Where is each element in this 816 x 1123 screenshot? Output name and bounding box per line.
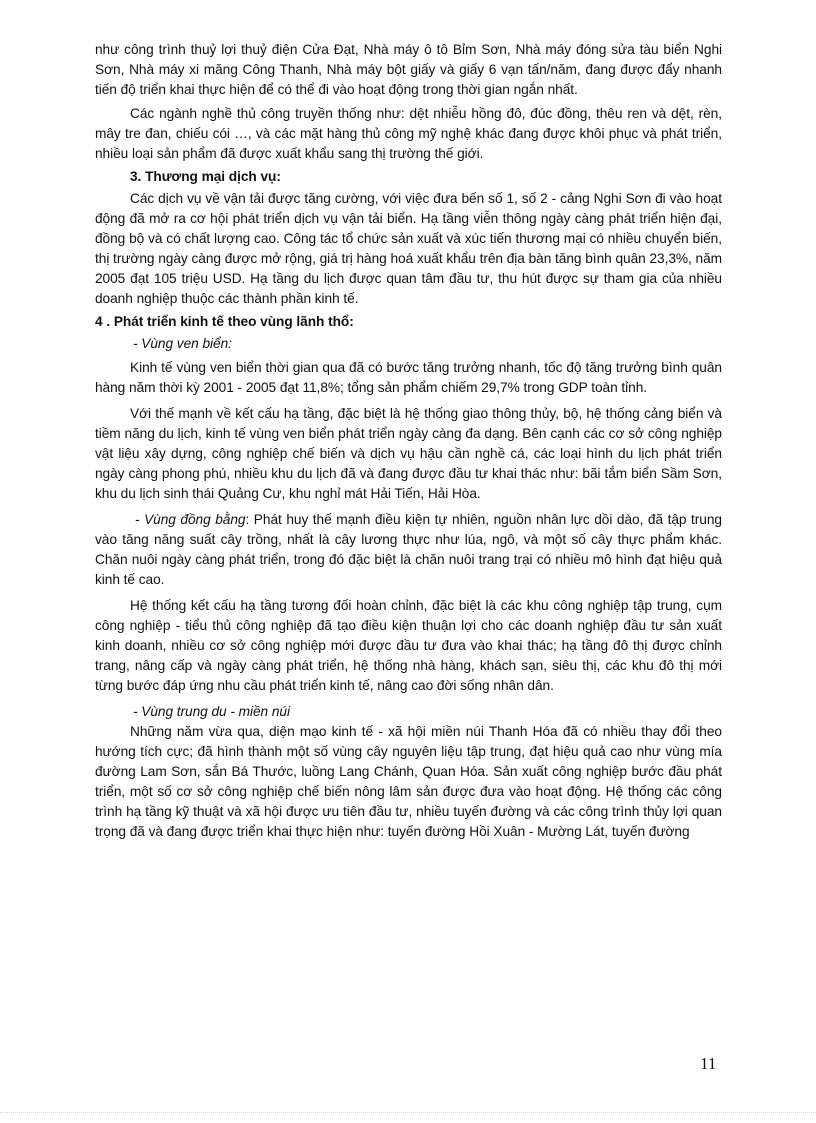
paragraph-delta-infrastructure: Hệ thống kết cấu hạ tầng tương đối hoàn chỉnh, đặc biệt là các khu công nghiệp tập trung, cụm công nghiệp - tiểu thủ công nghiệp đã tạo điều kiện thuận lợi cho các doanh nghiệp đầu tư sản xuất kinh doanh, nhiều cơ sở công nghiệp mới được đầu tư đưa vào khai thác; hạ tầng đô thị được chỉnh trang, nâng cấp và ngày càng phát triển, hệ thống nhà hàng, khách sạn, siêu thị, các khu đô thị mới từng bước đáp ứng nhu cầu phát triển kinh tế, nâng cao đời sống nhân dân. [95, 598, 722, 693]
paragraph-trade-services: Các dịch vụ về vận tải được tăng cường, với việc đưa bến số 1, số 2 - cảng Nghi Sơn đi vào hoạt động đã mở ra cơ hội phát triển dịch vụ vận tải biển. Hạ tầng viễn thông ngày càng phát triển hiện đại, đồng bộ và có chất lượng cao. Công tác tổ chức sản xuất và xúc tiến thương mại có nhiều chuyển biến, thị trường ngày càng được mở rộng, giá trị hàng hoá xuất khẩu trên địa bàn tăng bình quân 23,3%, năm 2005 đạt 105 triệu USD. Hạ tầng du lịch được quan tâm đầu tư, thu hút được sự tham gia của nhiều doanh nghiệp thuộc các thành phần kinh tế. [95, 191, 722, 306]
paragraph-continuation: như công trình thuỷ lợi thuỷ điện Cửa Đạt, Nhà máy ô tô Bỉm Sơn, Nhà máy đóng sửa tàu biển Nghi Sơn, Nhà máy xi măng Công Thanh, Nhà máy bột giấy và giấy 6 vạn tấn/năm, đang được đẩy nhanh tiến độ triển khai thực hiện để có thể đi vào hoạt động trong thời gian ngắn nhất. [95, 42, 722, 97]
subheading-delta-label: - Vùng đồng bằng [135, 512, 246, 527]
paragraph-handicrafts: Các ngành nghề thủ công truyền thống như: dệt nhiễu hồng đô, đúc đồng, thêu ren và dệt, rèn, mây tre đan, chiếu cói …, và các mặt hàng thủ công mỹ nghệ khác đang được khôi phục và phát triển, nhiều loại sản phẩm đã được xuất khẩu sang thị trường thế giới. [95, 106, 722, 161]
bottom-divider [0, 1112, 816, 1113]
section-heading-trade-services: 3. Thương mại dịch vụ: [130, 169, 281, 184]
paragraph-coastal-infrastructure: Với thế mạnh về kết cấu hạ tầng, đặc biệt là hệ thống giao thông thủy, bộ, hệ thống cảng biển và tiềm năng du lịch, kinh tế vùng ven biển phát triển ngày càng đa dạng. Bên cạnh các cơ sở công nghiệp vật liệu xây dựng, công nghiệp chế biến và dịch vụ hậu cần nghề cá, các loại hình du lịch phát triển ngày càng phong phú, nhiều khu du lịch đã và đang được đầu tư khai thác như: bãi tắm biển Sầm Sơn, khu du lịch sinh thái Quảng Cư, khu nghỉ mát Hải Tiến, Hải Hòa. [95, 406, 722, 501]
subheading-midland-label: - Vùng trung du - miền núi [133, 704, 290, 719]
paragraph-delta [95, 510, 722, 590]
paragraph-midland: Những năm vừa qua, diện mạo kinh tế - xã hội miền núi Thanh Hóa đã có nhiều thay đổi theo hướng tích cực; đã hình thành một số vùng cây nguyên liệu tập trung, đạt hiệu quả cao như vùng mía đường Lam Sơn, sắn Bá Thước, luồng Lang Chánh, Quan Hóa. Sản xuất công nghiệp bước đầu phát triển, một số cơ sở công nghiệp chế biến nông lâm sản được đưa vào hoạt động. Hệ thống các công trình hạ tầng kỹ thuật và xã hội được ưu tiên đầu tư, nhiều tuyến đường và các công trình thủy lợi quan trọng đã và đang được triển khai thực hiện như: tuyến đường Hồi Xuân - Mường Lát, tuyến đường [95, 724, 722, 839]
subheading-coastal [95, 334, 722, 354]
subheading-midland [95, 702, 722, 722]
paragraph-coastal-growth: Kinh tế vùng ven biển thời gian qua đã có bước tăng trưởng nhanh, tốc độ tăng trưởng bình quân hàng năm thời kỳ 2001 - 2005 đạt 11,8%; tổng sản phẩm chiếm 29,7% trong GDP toàn tỉnh. [95, 360, 722, 395]
document-body [95, 40, 722, 842]
subheading-coastal-label: - Vùng ven biển: [133, 336, 232, 351]
page-number: 11 [700, 1054, 717, 1073]
section-heading-regional-development: 4 . Phát triển kinh tế theo vùng lãnh thổ: [95, 314, 354, 329]
paragraph-delta-text: : Phát huy thế mạnh điều kiện tự nhiên, nguồn nhân lực dồi dào, đã tập trung vào tăng năng suất cây trồng, nhất là cây lương thực như lúa, ngô, và một số cây thực phẩm khác. Chăn nuôi ngày càng phát triển, trong đó đặc biệt là chăn nuôi trang trại có nhiều mô hình đạt hiệu quả kinh tế cao. [95, 512, 722, 587]
